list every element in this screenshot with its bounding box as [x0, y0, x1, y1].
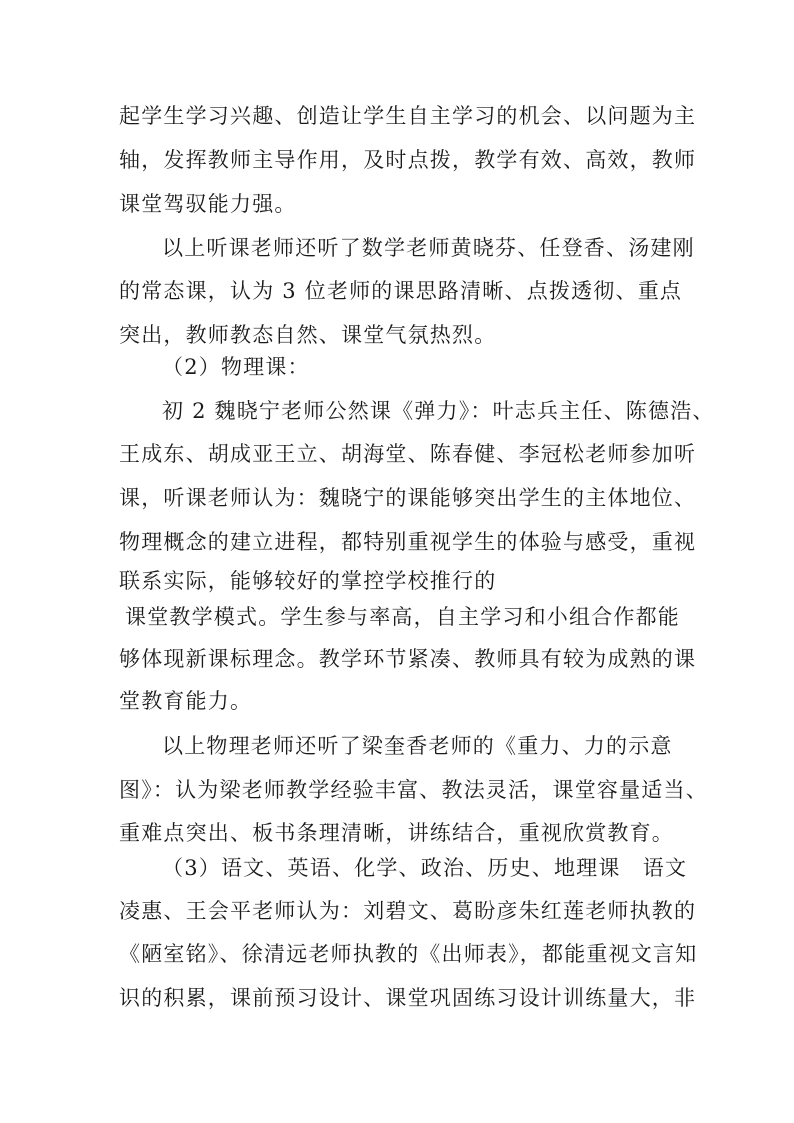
text-line: 物理概念的建立进程，都特别重视学生的体验与感受，重视	[119, 530, 697, 554]
text-line: 凌惠、王会平老师认为：刘碧文、葛盼彦朱红莲老师执教的	[119, 899, 697, 923]
text-line: 王成东、胡成亚王立、胡海堂、陈春健、李冠松老师参加听	[119, 442, 697, 466]
text-line: 堂教育能力。	[119, 689, 253, 713]
text-line: 轴，发挥教师主导作用，及时点拨，教学有效、高效，教师	[119, 148, 697, 172]
text-line: 的常态课，认为 3 位老师的课思路清晰、点拨透彻、重点	[119, 279, 683, 303]
text-line: 初 2 魏晓宁老师公然课《弹力》：叶志兵主任、陈德浩、	[162, 399, 715, 423]
text-line: 联系实际，能够较好的掌控学校推行的	[119, 569, 497, 593]
text-line: 起学生学习兴趣、创造让学生自主学习的机会、以问题为主	[119, 104, 697, 128]
text-line: 课堂驾驭能力强。	[119, 192, 297, 216]
text-line: 重难点突出、板书条理清晰，讲练结合，重视欣赏教育。	[119, 821, 674, 845]
section-heading: （2）物理课：	[162, 355, 310, 379]
text-line: 以上物理老师还听了梁奎香老师的《重力、力的示意	[162, 734, 673, 758]
text-line: 课，听课老师认为：魏晓宁的课能够突出学生的主体地位、	[119, 486, 697, 510]
section-heading: （3）语文、英语、化学、政治、历史、地理课 语文	[162, 856, 688, 880]
text-line: 课堂教学模式。学生参与率高，自主学习和小组合作都能	[125, 605, 680, 629]
text-line: 以上听课老师还听了数学老师黄晓芬、任登香、汤建刚	[162, 236, 695, 260]
text-line: 图》：认为梁老师教学经验丰富、教法灵活，课堂容量适当、	[119, 778, 708, 802]
text-line: 突出，教师教态自然、课堂气氛热烈。	[119, 323, 497, 347]
text-line: 《陋室铭》、徐清远老师执教的《出师表》，都能重视文言知	[119, 942, 698, 966]
text-line: 识的积累，课前预习设计、课堂巩固练习设计训练量大，非	[119, 986, 697, 1010]
text-line: 够体现新课标理念。教学环节紧凑、教师具有较为成熟的课	[119, 647, 697, 671]
